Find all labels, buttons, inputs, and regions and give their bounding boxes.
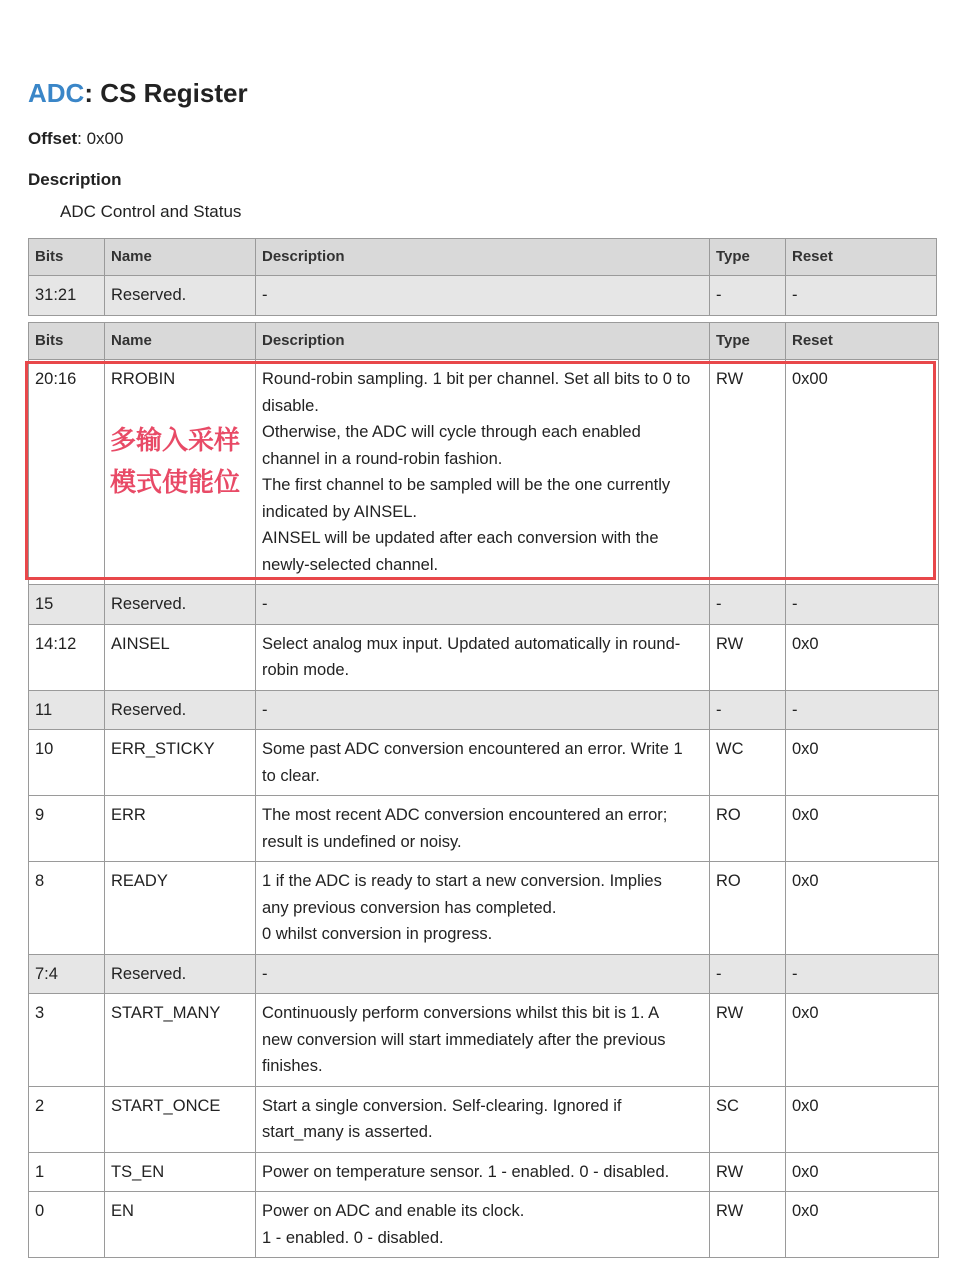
description-line: disable.	[262, 396, 319, 415]
cell-type: RW	[710, 1192, 786, 1258]
title-text: : CS Register	[84, 78, 248, 108]
table-header-row	[29, 323, 939, 360]
table-header-row	[29, 239, 937, 276]
cell-type: RW	[710, 994, 786, 1087]
cell-description	[256, 690, 710, 730]
cell-description	[256, 1152, 710, 1192]
cell-type: SC	[710, 1086, 786, 1152]
cell-type: -	[710, 276, 786, 316]
cell-name: Reserved.	[105, 585, 256, 625]
cell-bits: 9	[29, 796, 105, 862]
description-line: -	[262, 286, 268, 304]
description-line: to clear.	[262, 766, 320, 785]
description-line: Continuously perform conversions whilst this bit is 1. A	[262, 1004, 660, 1022]
cell-type: RW	[710, 360, 786, 585]
cell-reset: 0x0	[786, 796, 939, 862]
adc-link[interactable]: ADC	[28, 78, 85, 108]
description-line: AINSEL will be updated after each conversion with the	[262, 529, 659, 547]
description-line: any previous conversion has completed.	[262, 898, 557, 917]
cell-reset: 0x0	[786, 1152, 939, 1192]
description-line: robin mode.	[262, 661, 350, 679]
description-line: -	[262, 700, 268, 719]
description-line: Power on ADC and enable its clock.	[262, 1202, 525, 1220]
description-line: indicated by AINSEL.	[262, 502, 418, 521]
cell-name: ERR	[105, 796, 256, 862]
cell-bits: 11	[29, 690, 105, 730]
table-row	[29, 585, 939, 625]
cell-reset: -	[786, 954, 939, 994]
table-row	[29, 796, 939, 862]
cell-description	[256, 585, 710, 625]
description-line: result is undefined or noisy.	[262, 832, 462, 851]
cell-name: Reserved.	[105, 690, 256, 730]
col-description: Description	[256, 323, 710, 360]
cell-reset: 0x00	[786, 360, 939, 585]
table-row	[29, 994, 939, 1087]
cell-reset: 0x0	[786, 1086, 939, 1152]
annotation-label	[110, 420, 240, 504]
cell-description	[256, 1086, 710, 1152]
offset-value: : 0x00	[77, 129, 124, 148]
cell-type: WC	[710, 730, 786, 796]
description-line: newly-selected channel.	[262, 555, 439, 574]
table-row	[29, 276, 937, 316]
description-line: Start a single conversion. Self-clearing. Ignored if	[262, 1096, 622, 1115]
cell-bits: 14:12	[29, 624, 105, 690]
description-line: 0 whilst conversion in progress.	[262, 925, 493, 943]
page-title	[28, 78, 248, 109]
cell-bits: 8	[29, 862, 105, 955]
col-type: Type	[710, 239, 786, 276]
register-table-reserved	[28, 238, 937, 316]
description-line: new conversion will start immediately after the previous	[262, 1030, 666, 1049]
description-line: Round-robin sampling. 1 bit per channel. Set all bits to 0 to	[262, 370, 691, 388]
description-line: -	[262, 595, 268, 613]
cell-bits: 10	[29, 730, 105, 796]
description-line: Some past ADC conversion encountered an error. Write 1	[262, 740, 683, 758]
cell-bits: 7:4	[29, 954, 105, 994]
cell-type: -	[710, 690, 786, 730]
cell-reset: 0x0	[786, 994, 939, 1087]
cell-name: ERR_STICKY	[105, 730, 256, 796]
cell-description	[256, 1192, 710, 1258]
cell-type: RW	[710, 1152, 786, 1192]
annotation-line-2: 模式使能位	[110, 468, 241, 498]
cell-type: RO	[710, 862, 786, 955]
cell-reset: -	[786, 690, 939, 730]
cell-description	[256, 862, 710, 955]
col-description: Description	[256, 239, 710, 276]
description-line: The first channel to be sampled will be the one currently	[262, 476, 671, 494]
cell-description	[256, 730, 710, 796]
col-reset: Reset	[786, 239, 937, 276]
cell-name: Reserved.	[105, 954, 256, 994]
cell-reset: -	[786, 276, 937, 316]
table-row	[29, 954, 939, 994]
table-row	[29, 1086, 939, 1152]
description-line: Otherwise, the ADC will cycle through each enabled	[262, 423, 641, 441]
col-bits: Bits	[29, 239, 105, 276]
table-row	[29, 730, 939, 796]
cell-name: TS_EN	[105, 1152, 256, 1192]
description-text: ADC Control and Status	[60, 202, 242, 221]
description-line: channel in a round-robin fashion.	[262, 449, 503, 468]
col-name: Name	[105, 239, 256, 276]
annotation-line-1: 多输入采样	[110, 426, 241, 456]
cell-type: RO	[710, 796, 786, 862]
cell-reset: 0x0	[786, 730, 939, 796]
cell-bits: 1	[29, 1152, 105, 1192]
description-line: -	[262, 964, 268, 983]
table-row	[29, 624, 939, 690]
cell-bits: 2	[29, 1086, 105, 1152]
cell-bits: 31:21	[29, 276, 105, 316]
cell-reset: 0x0	[786, 1192, 939, 1258]
col-reset: Reset	[786, 323, 939, 360]
cell-type: RW	[710, 624, 786, 690]
cell-name: READY	[105, 862, 256, 955]
cell-reset: 0x0	[786, 624, 939, 690]
description-line: 1 - enabled. 0 - disabled.	[262, 1228, 444, 1247]
cell-description	[256, 360, 710, 585]
table-row	[29, 1152, 939, 1192]
offset-line	[28, 129, 123, 149]
cell-bits: 0	[29, 1192, 105, 1258]
description-line: 1 if the ADC is ready to start a new conversion. Implies	[262, 872, 662, 890]
cell-description	[256, 796, 710, 862]
col-type: Type	[710, 323, 786, 360]
cell-bits: 15	[29, 585, 105, 625]
cell-name: AINSEL	[105, 624, 256, 690]
offset-label: Offset	[28, 129, 78, 148]
description-heading: Description	[28, 170, 122, 189]
cell-description	[256, 954, 710, 994]
description-line: start_many is asserted.	[262, 1123, 433, 1141]
cell-name: START_MANY	[105, 994, 256, 1087]
cell-bits: 20:16	[29, 360, 105, 585]
table-row	[29, 690, 939, 730]
cell-name: EN	[105, 1192, 256, 1258]
description-line: Power on temperature sensor. 1 - enabled. 0 - disabled.	[262, 1162, 670, 1181]
description-line: The most recent ADC conversion encountered an error;	[262, 806, 668, 824]
cell-description	[256, 276, 710, 316]
cell-bits: 3	[29, 994, 105, 1087]
cell-reset: -	[786, 585, 939, 625]
table-row	[29, 1192, 939, 1258]
table-row	[29, 862, 939, 955]
col-bits: Bits	[29, 323, 105, 360]
cell-name: Reserved.	[105, 276, 256, 316]
cell-type: -	[710, 585, 786, 625]
description-line: finishes.	[262, 1057, 323, 1075]
cell-name: RROBIN	[105, 360, 256, 585]
cell-type: -	[710, 954, 786, 994]
col-name: Name	[105, 323, 256, 360]
cell-reset: 0x0	[786, 862, 939, 955]
cell-description	[256, 624, 710, 690]
description-line: Select analog mux input. Updated automatically in round-	[262, 634, 681, 653]
cell-description	[256, 994, 710, 1087]
cell-name: START_ONCE	[105, 1086, 256, 1152]
